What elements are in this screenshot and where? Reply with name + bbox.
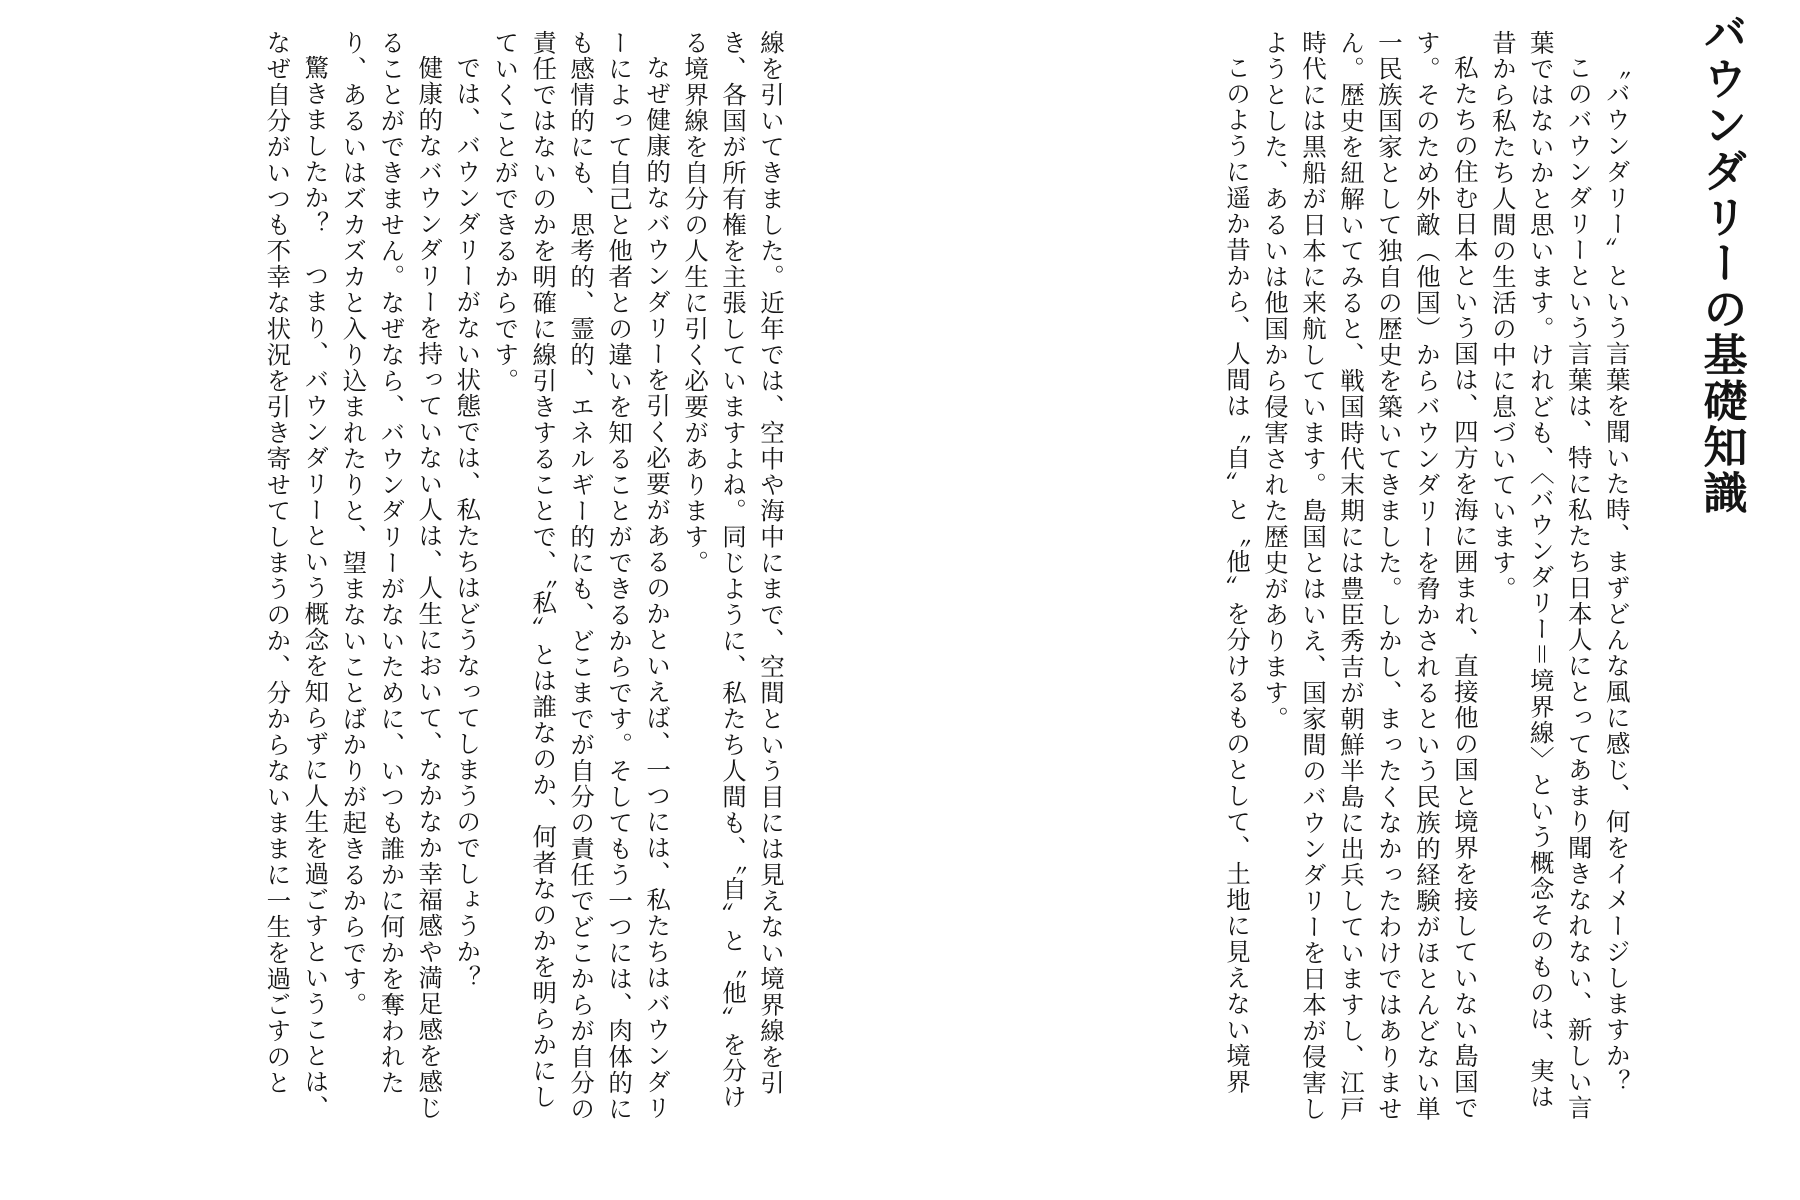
paragraph-continuation: 線を引いてきました。近年では、空中や海中にまで、空間という目には見えない境界線を引き、各国が所有権を主張していますよね。同じように、私たち人間も、〝自〟と〝他〟を分ける境界線を自分の人生に引く必要があります。 xyxy=(681,30,786,1110)
right-page xyxy=(1016,0,1776,1200)
page-title: バウンダリーの基礎知識 xyxy=(1695,10,1747,516)
right-page-text xyxy=(1218,0,1636,1130)
paragraph-self-and-other: このように遥か昔から、人間は〝自〟と〝他〟を分けるものとして、土地に見えない境界 xyxy=(1223,54,1253,1095)
paragraph-boundary-concept: このバウンダリーという言葉は、特に私たち日本人にとってあまり聞きなれない、新しい言葉ではないかと思います。けれども、〈バウンダリー＝境界線〉という概念そのものは、実は昔から私たち人間の生活の中に息づいています。 xyxy=(1488,30,1594,1121)
left-page-text xyxy=(258,0,790,1130)
paragraph-why-healthy-boundary: なぜ健康的なバウンダリーを引く必要があるのかといえば、一つには、私たちはバウンダリーによって自己と他者との違いを知ることができるからです。そしてもう一つには、肉体的にも感情的にも、思考的、霊的、エネルギー的にも、どこまでが自分の責任でどこからが自分の責任ではないのかを明確に線引きすることで、〝私〟とは誰なのか、何者なのかを明らかにしていくことができるからです。 xyxy=(491,30,673,1122)
paragraph-intro-question: 〝バウンダリー〟という言葉を聞いた時、まずどんな風に感じ、何をイメージしますか？ xyxy=(1602,54,1632,1095)
left-page xyxy=(20,0,790,1200)
paragraph-japan-island-nation: 私たちの住む日本という国は、四方を海に囲まれ、直接他の国と境界を接していない島国です。そのため外敵（他国）からバウンダリーを脅かされるという民族的経験がほとんどない単一民族国家として独自の歴史を築いてきました。しかし、まったくなかったわけではありません。歴史を紐解いてみると、戦国時代末期には豊臣秀吉が朝鮮半島に出兵していますし、江戸時代には黒船が日本に来航しています。島国とはいえ、国家間のバウンダリーを日本が侵害しようとした、あるいは他国から侵害された歴史があります。 xyxy=(1261,30,1480,1122)
paragraph-without-boundary-question: では、バウンダリーがない状態では、私たちはどうなってしまうのでしょうか？ xyxy=(453,54,483,991)
paragraph-surprised: 驚きましたか？ つまり、バウンダリーという概念を知らずに人生を過ごすということは、なぜ自分がいつも不幸な状況を引き寄せてしまうのか、分からないままに一生を過ごすのと xyxy=(263,30,331,1121)
paragraph-no-happiness: 健康的なバウンダリーを持っていない人は、人生において、なかなか幸福感や満足感を感じることができません。なぜなら、バウンダリーがないために、いつも誰かに何かを奪われたり、あるいはズカズカと入り込まれたりと、望まないことばかりが起きるからです。 xyxy=(339,30,445,1121)
